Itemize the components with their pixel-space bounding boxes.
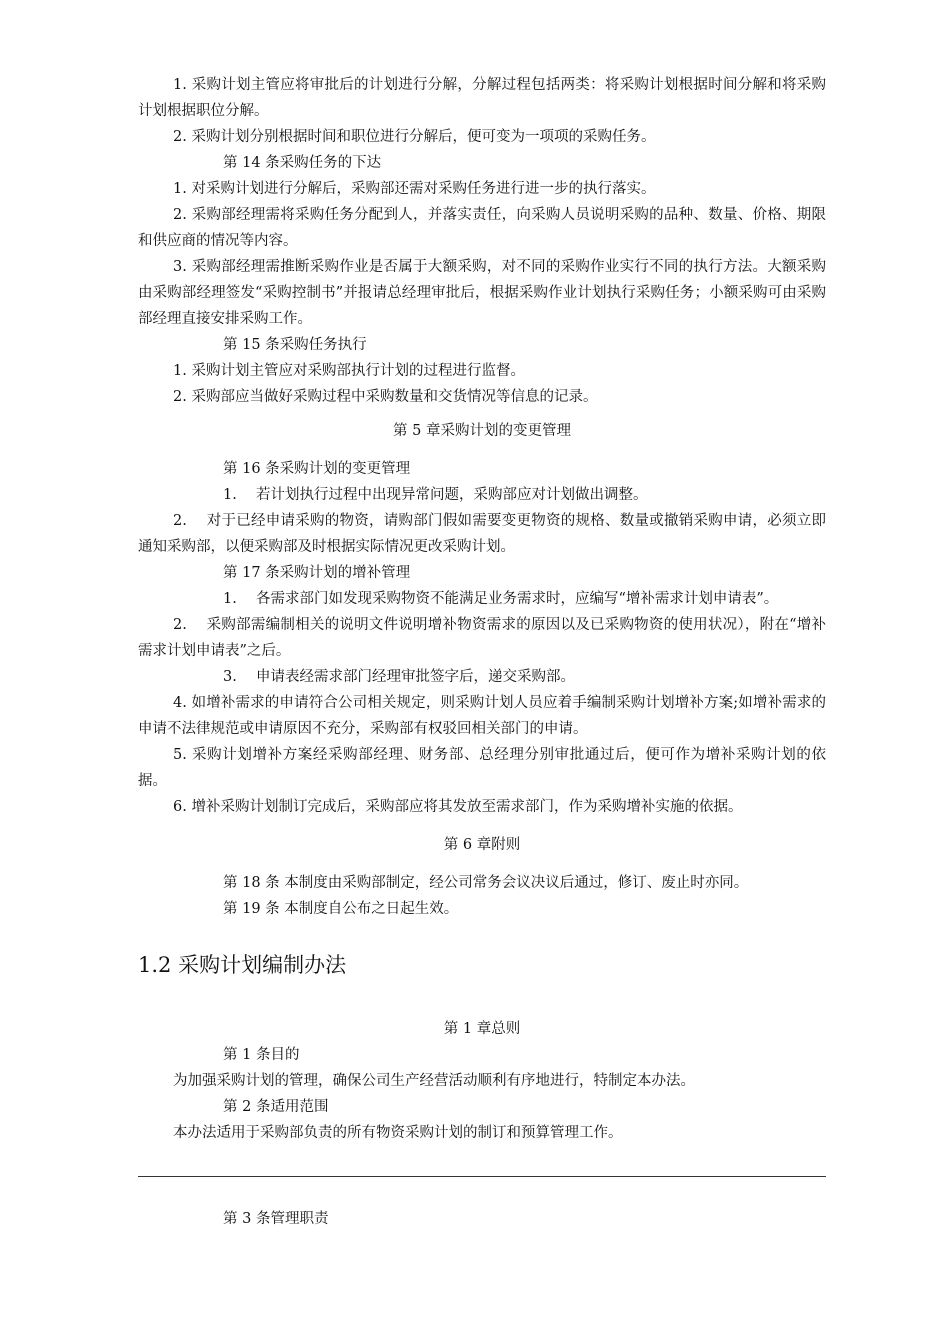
paragraph: 2. 采购部经理需将采购任务分配到人，并落实责任，向采购人员说明采购的品种、数量、价格、期限和供应商的情况等内容。 [138,207,826,249]
paragraph: 2. 对于已经申请采购的物资，请购部门假如需要变更物资的规格、数量或撤销采购申请，必须立即通知采购部，以便采购部及时根据实际情况更改采购计划。 [138,513,826,555]
paragraph: 5. 采购计划增补方案经采购部经理、财务部、总经理分别审批通过后，便可作为增补采购计划的依据。 [138,747,826,789]
article-heading-17: 第 17 条采购计划的增补管理 [223,565,411,581]
paragraph: 6. 增补采购计划制订完成后，采购部应将其发放至需求部门，作为采购增补实施的依据。 [173,799,743,815]
paragraph: 1. 各需求部门如发现采购物资不能满足业务需求时，应编写“增补需求计划申请表”。 [223,591,779,607]
paragraph: 2. 采购部应当做好采购过程中采购数量和交货情况等信息的记录。 [173,389,598,405]
paragraph: 1. 若计划执行过程中出现异常问题，采购部应对计划做出调整。 [223,487,648,503]
chapter-heading-1: 第 1 章总则 [443,1021,521,1037]
paragraph: 1. 采购计划主管应对采购部执行计划的过程进行监督。 [173,363,525,379]
section-title: 1.2 采购计划编制办法 [138,953,347,977]
document-body [138,72,826,1146]
article-heading-1: 第 1 条目的 [223,1047,300,1063]
page-divider [138,1176,826,1177]
chapter-heading-6: 第 6 章附则 [443,837,521,853]
paragraph: 本办法适用于采购部负责的所有物资采购计划的制订和预算管理工作。 [173,1125,623,1141]
paragraph: 1. 对采购计划进行分解后，采购部还需对采购任务进行进一步的执行落实。 [173,181,656,197]
article-19: 第 19 条 本制度自公布之日起生效。 [223,901,459,917]
paragraph: 2. 采购部需编制相关的说明文件说明增补物资需求的原因以及已采购物资的使用状况），附在“增补需求计划申请表”之后。 [138,617,826,659]
paragraph: 2. 采购计划分别根据时间和职位进行分解后，便可变为一项项的采购任务。 [173,129,656,145]
article-heading-2: 第 2 条适用范围 [223,1099,329,1115]
paragraph: 为加强采购计划的管理，确保公司生产经营活动顺利有序地进行，特制定本办法。 [173,1073,695,1089]
article-heading-3: 第 3 条管理职责 [223,1211,329,1227]
paragraph: 1. 采购计划主管应将审批后的计划进行分解，分解过程包括两类：将采购计划根据时间分解和将采购计划根据职位分解。 [138,77,826,119]
paragraph: 4. 如增补需求的申请符合公司相关规定，则采购计划人员应着手编制采购计划增补方案;如增补需求的申请不法律规范或申请原因不充分，采购部有权驳回相关部门的申请。 [138,695,826,737]
article-heading-16: 第 16 条采购计划的变更管理 [223,461,411,477]
paragraph: 3. 采购部经理需推断采购作业是否属于大额采购，对不同的采购作业实行不同的执行方法。大额采购由采购部经理签发“采购控制书”并报请总经理审批后，根据采购作业计划执行采购任务；小额采购可由采购部经理直接安排采购工作。 [138,259,826,327]
article-heading-14: 第 14 条采购任务的下达 [223,155,382,171]
article-18: 第 18 条 本制度由采购部制定，经公司常务会议决议后通过，修订、废止时亦同。 [223,875,749,891]
paragraph: 3. 申请表经需求部门经理审批签字后，递交采购部。 [223,669,575,685]
chapter-heading-5: 第 5 章采购计划的变更管理 [393,423,571,439]
article-heading-15: 第 15 条采购任务执行 [223,337,367,353]
